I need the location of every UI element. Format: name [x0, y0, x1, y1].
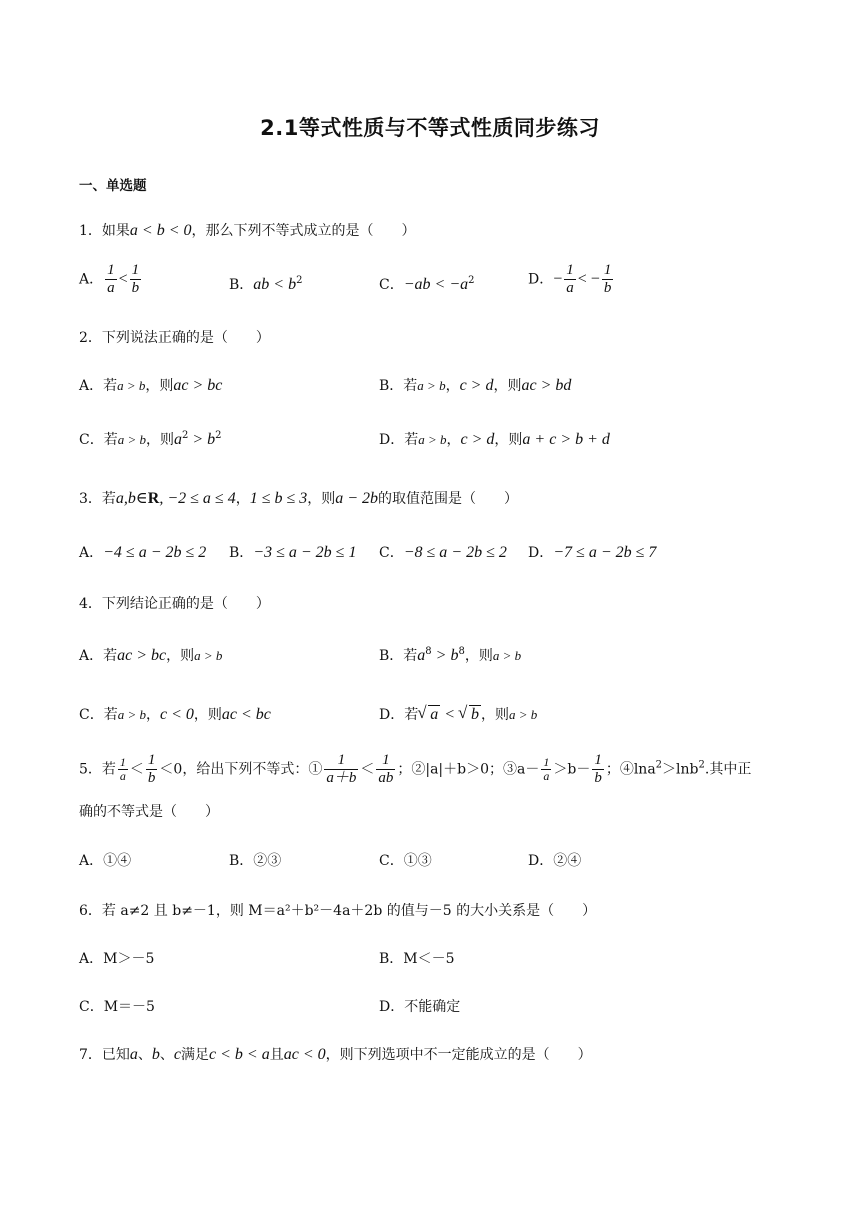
q4-option-a: A．若ac > bc，则a > b	[79, 647, 223, 664]
fraction: $\frac{1}{a}$	[119, 755, 126, 783]
sqrt-symbol: √ a	[418, 706, 440, 724]
fraction: $\frac{1}{ab}$	[378, 752, 394, 786]
q5-option-d: D．②④	[528, 853, 582, 869]
fraction: $\frac{1}{b}$	[594, 752, 602, 786]
question-6: 6．若 a≠2 且 b≠－1，则 M＝a²＋b²－4a＋2b 的值与－5 的大小关系是（ ）	[79, 903, 597, 919]
q2-option-a: A．若a > b，则ac > bc	[79, 377, 223, 394]
q6-option-a: A．M＞－5	[79, 951, 155, 967]
document-title: 2.1等式性质与不等式性质同步练习	[260, 116, 600, 140]
q1-option-a: A． $\frac{1}{a}$ < $\frac{1}{b}$	[79, 262, 140, 296]
fraction: $\frac{1}{b}$	[603, 262, 612, 296]
q6-option-c: C．M＝－5	[79, 999, 155, 1015]
q1-option-d: D．− $\frac{1}{a}$ < − $\frac{1}{b}$	[528, 262, 612, 296]
question-1: 1．如果a < b < 0，那么下列不等式成立的是（ ）	[79, 222, 416, 239]
fraction: $\frac{1}{b}$	[147, 752, 156, 786]
q3-option-c: C．−8 ≤ a − 2b ≤ 2	[379, 544, 507, 561]
fraction: $\frac{1}{a+b}$	[326, 752, 357, 786]
question-5-line-2: 确的不等式是（ ）	[79, 804, 219, 820]
fraction: $\frac{1}{a}$	[566, 262, 574, 296]
q1-option-c: C．$-ab < -a^2$	[379, 275, 475, 293]
q6-option-d: D．不能确定	[379, 999, 461, 1015]
question-2: 2．下列说法正确的是（ ）	[79, 330, 270, 346]
q6-option-b: B．M＜－5	[379, 951, 455, 967]
q3-option-d: D．−7 ≤ a − 2b ≤ 7	[528, 544, 657, 561]
q3-option-b: B．−3 ≤ a − 2b ≤ 1	[229, 544, 357, 561]
section-heading: 一、单选题	[79, 178, 147, 194]
fraction: $\frac{1}{a}$	[107, 262, 115, 296]
q2-option-b: B．若a > b，c > d，则ac > bd	[379, 377, 572, 394]
question-5: 5．若 $\frac{1}{a}$ ＜ $\frac{1}{b}$ ＜0，给出下列不等式：① $\frac{1}{a+b}$ ＜ $\frac{1}{ab}$ ；②|a|＋b＞0；③a－ $\frac{1}{a}$ ＞b－ $\frac{1}{b}$ ；④lna$^2$＞lnb$^2$.其中正	[79, 752, 752, 786]
q4-option-c: C．若a > b，c < 0，则ac < bc	[79, 706, 271, 723]
question-3: 3．若a,b∈R, −2 ≤ a ≤ 4，1 ≤ b ≤ 3，则a − 2b的取值范围是（ ）	[79, 490, 519, 507]
q4-option-d: D．若√ a < √ b ，则a > b	[379, 704, 537, 724]
q5-option-c: C．①③	[379, 853, 432, 869]
question-7: 7．已知a、b、c满足c < b < a且ac < 0，则下列选项中不一定能成立的是（ ）	[79, 1046, 592, 1063]
q1-option-b: B．ab < $b^2$	[229, 275, 303, 293]
q1-condition: a < b < 0	[129, 222, 192, 239]
fraction: $\frac{1}{b}$	[131, 262, 140, 296]
q2-option-d: D．若a > b，c > d，则a + c > b + d	[379, 431, 610, 448]
q4-option-b: B．若$a^8 > b^8$，则a > b	[379, 646, 522, 664]
q5-option-b: B．②③	[229, 853, 282, 869]
sqrt-symbol: √ b	[459, 706, 481, 724]
fraction: $\frac{1}{a}$	[543, 755, 550, 783]
q2-option-c: C．若a > b，则$a^2 > b^2$	[79, 430, 222, 448]
q3-option-a: A．−4 ≤ a − 2b ≤ 2	[79, 544, 207, 561]
q5-option-a: A．①④	[79, 853, 132, 869]
question-4: 4．下列结论正确的是（ ）	[79, 596, 270, 612]
